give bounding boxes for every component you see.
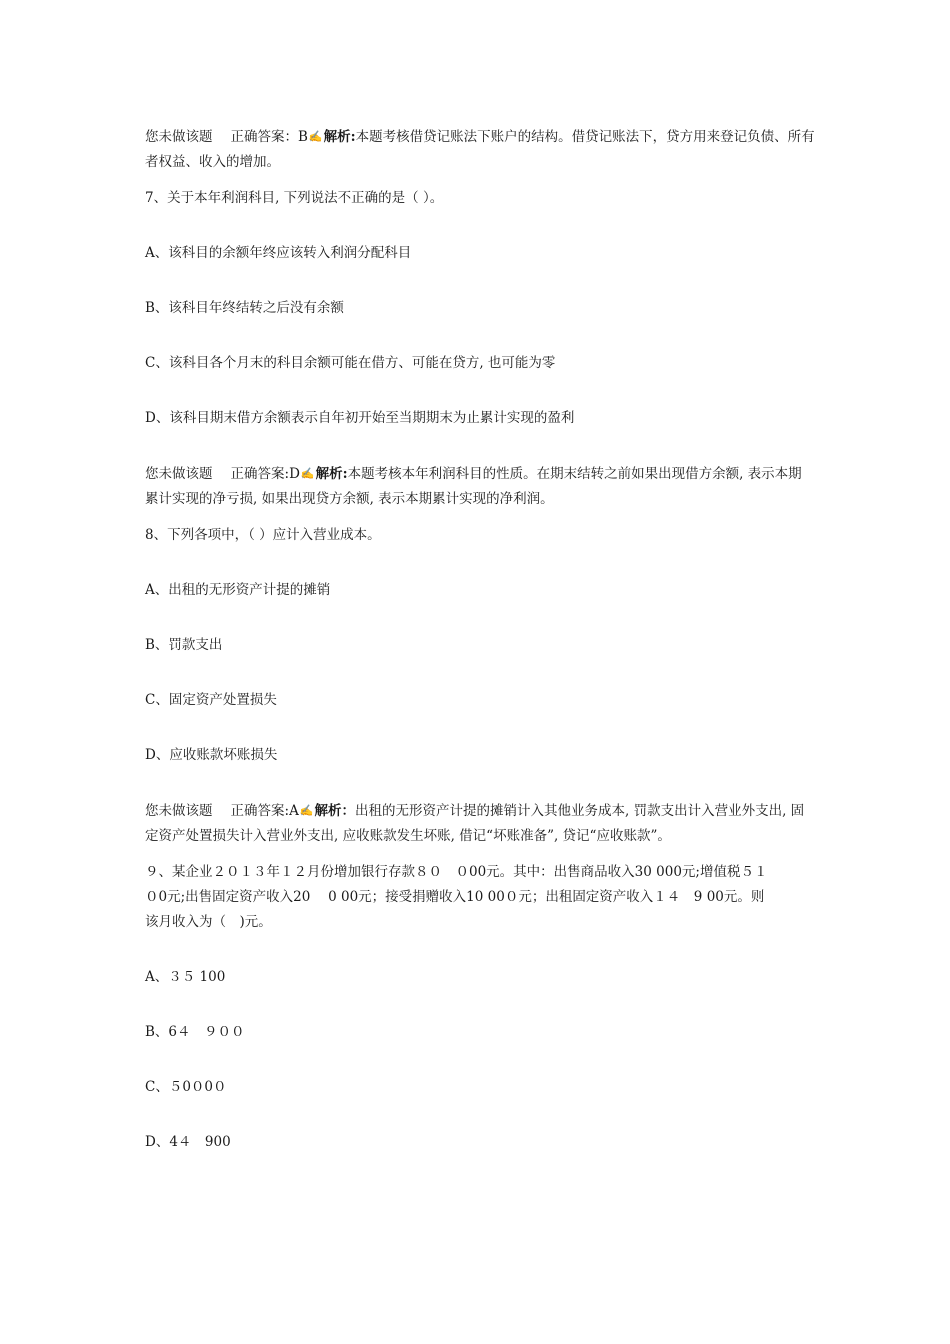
question-8-option-c: C、固定资产处置损失 xyxy=(145,692,277,708)
question-9-stem-line-3: 该月收入为（ )元。 xyxy=(145,914,272,930)
analysis-label: 解析： xyxy=(314,803,356,819)
answer-status: 您未做该题 xyxy=(145,466,213,482)
correct-answer-value: D xyxy=(289,466,300,482)
answer-block-7 xyxy=(145,461,815,512)
answer-status: 您未做该题 xyxy=(145,129,213,145)
analysis-text: 出租的无形资产计提的摊销计入其他业务成本, 罚款支出计入营业外支出, 固定资产处置损失计入营业外支出, 应收账款发生坏账, 借记“坏账准备”, 贷记“应收账款”。 xyxy=(145,803,805,844)
analysis-text: 本题考核本年利润科目的性质。在期末结转之前如果出现借方余额, 表示本期累计实现的净亏损, 如果出现贷方余额, 表示本期累计实现的净利润。 xyxy=(145,466,802,507)
correct-answer-label: 正确答案: xyxy=(230,803,290,819)
question-7-stem: 7、关于本年利润科目, 下列说法不正确的是（ ）。 xyxy=(145,190,444,206)
correct-answer-label: 正确答案: xyxy=(230,466,290,482)
note-icon: ✍ xyxy=(308,130,323,143)
question-9-option-b: B、6４ ９００ xyxy=(145,1024,245,1040)
correct-answer-value: A xyxy=(289,803,299,819)
answer-block-8 xyxy=(145,798,815,849)
question-9-option-a: A、３５ 100 xyxy=(145,969,226,985)
question-9-stem-line-2: ０0元;出售固定资产收入20 0 00元；接受捐赠收入10 00０元；出租固定资产收入１４ 9 00元。则 xyxy=(145,889,765,905)
question-9-stem-line-1: ９、某企业２０１３年１２月份增加银行存款８０ ０00元。其中：出售商品收入30 000元;增值税５１ xyxy=(145,864,768,880)
analysis-label: 解析: xyxy=(323,129,356,145)
question-8-stem: 8、下列各项中，（ ）应计入营业成本。 xyxy=(145,527,381,543)
question-7-option-c: C、该科目各个月末的科目余额可能在借方、可能在贷方, 也可能为零 xyxy=(145,355,556,371)
correct-answer-value: B xyxy=(298,129,308,145)
note-icon: ✍ xyxy=(299,804,314,817)
answer-status: 您未做该题 xyxy=(145,803,213,819)
question-7-option-b: B、该科目年终结转之后没有余额 xyxy=(145,300,344,316)
question-7-option-d: D、该科目期末借方余额表示自年初开始至当期期末为止累计实现的盈利 xyxy=(145,410,575,426)
note-icon: ✍ xyxy=(300,467,315,480)
correct-answer-label: 正确答案： xyxy=(230,129,298,145)
analysis-text: 本题考核借贷记账法下账户的结构。借贷记账法下，贷方用来登记负债、所有者权益、收入的增加。 xyxy=(145,129,815,170)
question-9-option-d: D、4４ 900 xyxy=(145,1134,231,1150)
question-7-option-a: A、该科目的余额年终应该转入利润分配科目 xyxy=(145,245,412,261)
question-8-option-d: D、应收账款坏账损失 xyxy=(145,747,278,763)
question-8-option-a: A、出租的无形资产计提的摊销 xyxy=(145,582,331,598)
question-9-option-c: C、５0０0０ xyxy=(145,1079,227,1095)
question-8-option-b: B、罚款支出 xyxy=(145,637,223,653)
answer-block-6 xyxy=(145,124,815,175)
analysis-label: 解析: xyxy=(315,466,348,482)
